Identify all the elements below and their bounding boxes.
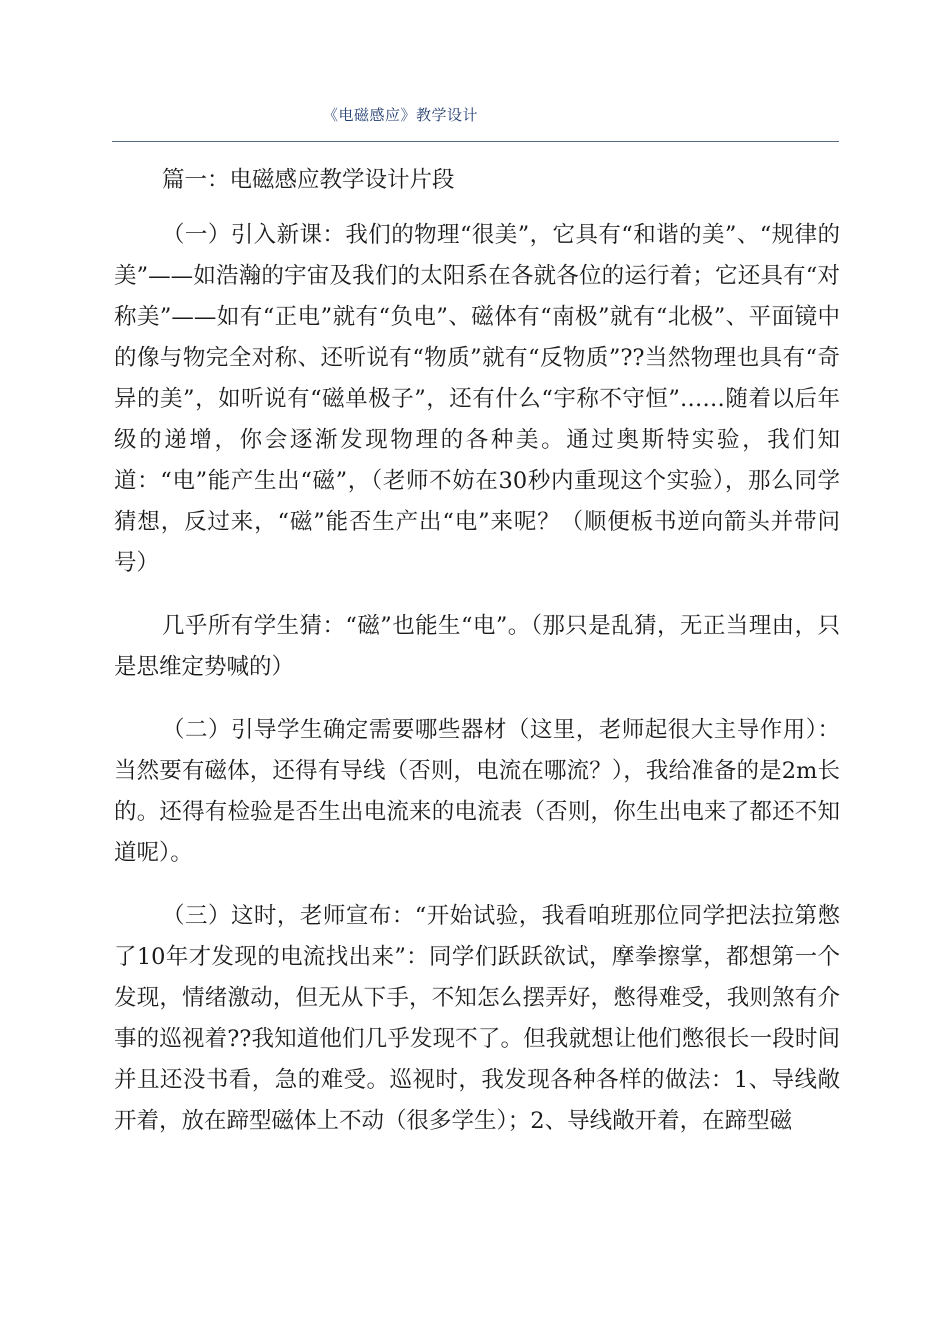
paragraph-student-guess: 几乎所有学生猜：“磁”也能生“电”。（那只是乱猜，无正当理由，只是思维定势喊的） — [114, 613, 840, 680]
paragraph-experiment: （三）这时，老师宣布：“开始试验，我看咱班那位同学把法拉第憋了10年才发现的电流找出来”：同学们跃跃欲试，摩拳擦掌，都想第一个发现，情绪激动，但无从下手，不知怎么摆弄好，憋得难受，我则煞有介事的巡视着??我知道他们几乎发现不了。但我就想让他们憋很长一段时间并且还没书看，急的难受。巡视时，我发现各种各样的做法：1、导线敞开着，放在蹄型磁体上不动（很多学生）；2、导线敞开着，在蹄型磁 — [114, 903, 840, 1134]
paragraph-introduction: （一）引入新课：我们的物理“很美”，它具有“和谐的美”、“规律的美”——如浩瀚的宇宙及我们的太阳系在各就各位的运行着；它还具有“对称美”——如有“正电”就有“负电”、磁体有“南极”就有“北极”、平面镜中的像与物完全对称、还听说有“物质”就有“反物质”??当然物理也具有“奇异的美”，如听说有“磁单极子”，还有什么“宇称不守恒”……随着以后年级的递增，你会逐渐发现物理的各种美。通过奥斯特实验，我们知道：“电”能产生出“磁”，（老师不妨在30秒内重现这个实验），那么同学猜想，反过来，“磁”能否生产出“电”来呢？（顺便板书逆向箭头并带问号） — [114, 222, 840, 576]
paragraph-equipment: （二）引导学生确定需要哪些器材（这里，老师起很大主导作用）：当然要有磁体，还得有导线（否则，电流在哪流？），我给准备的是2m长的。还得有检验是否生出电流来的电流表（否则，你生出电来了都还不知道呢）。 — [114, 717, 840, 866]
header-divider — [112, 141, 839, 142]
header-title: 《电磁感应》教学设计 — [323, 106, 479, 124]
document-body — [114, 160, 840, 1164]
section-heading: 篇一：电磁感应教学设计片段 — [162, 167, 455, 193]
